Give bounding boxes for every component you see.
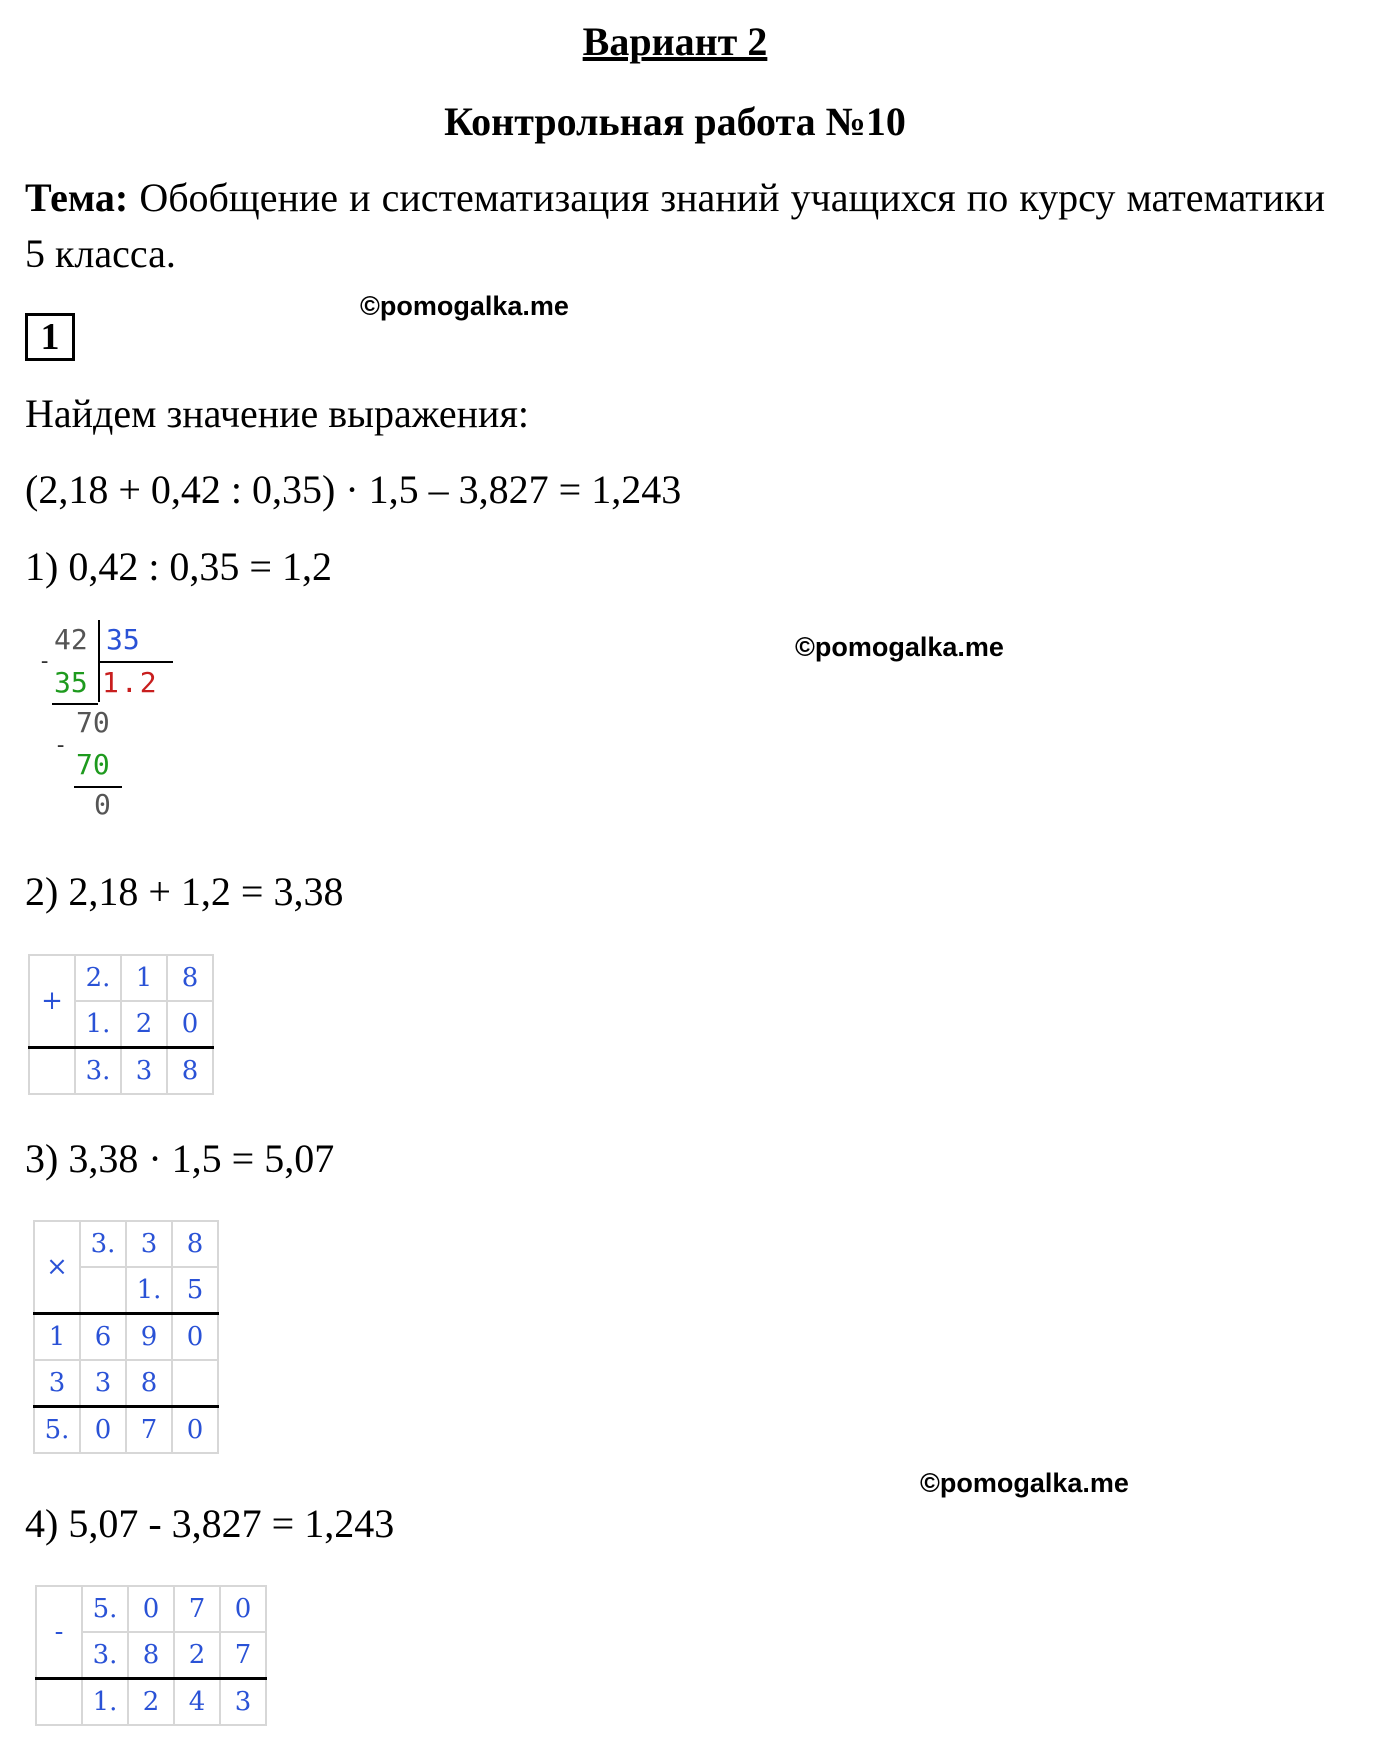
addition-sign: +	[29, 955, 75, 1048]
subtraction-cell: 7	[174, 1586, 220, 1632]
multiplication-result-cell: 0	[80, 1407, 126, 1454]
division-minus-1: -	[38, 649, 52, 674]
subtraction-result-cell: 1.	[82, 1679, 128, 1726]
multiplication-partial-cell	[172, 1360, 218, 1407]
multiplication-cell: 3.	[80, 1221, 126, 1267]
multiplication-partial-cell: 6	[80, 1314, 126, 1361]
step-2: 2) 2,18 + 1,2 = 3,38	[25, 869, 344, 914]
addition-cell: 2.	[75, 955, 121, 1001]
multiplication-partial-cell: 9	[126, 1314, 172, 1361]
division-minus-2: -	[54, 733, 68, 758]
addition-cell: 2	[121, 1001, 167, 1048]
multiplication-result-cell: 0	[172, 1407, 218, 1454]
multiplication-partial-cell: 3	[80, 1360, 126, 1407]
addition-cell: 8	[167, 955, 213, 1001]
subtraction-result-cell: 3	[220, 1679, 266, 1726]
division-remainder-1: 70	[76, 706, 110, 739]
step-1: 1) 0,42 : 0,35 = 1,2	[25, 544, 332, 589]
watermark-3: ©pomogalka.me	[920, 1468, 1129, 1498]
multiplication-partial-cell: 3	[34, 1360, 80, 1407]
subtraction-result-cell: 2	[128, 1679, 174, 1726]
subtraction-table	[35, 1585, 267, 1726]
addition-empty-cell	[29, 1048, 75, 1095]
topic-text: Обобщение и систематизация знаний учащихся по курсу математики 5 класса.	[25, 175, 1325, 276]
addition-table	[28, 954, 214, 1095]
multiplication-result-cell: 7	[126, 1407, 172, 1454]
task-intro: Найдем значение выражения:	[25, 391, 529, 436]
subtraction-cell: 0	[220, 1586, 266, 1632]
multiplication-result-cell: 5.	[34, 1407, 80, 1454]
multiplication-cell: 1.	[126, 1267, 172, 1314]
subtraction-cell: 2	[174, 1632, 220, 1679]
multiplication-partial-cell: 0	[172, 1314, 218, 1361]
division-final-remainder: 0	[94, 788, 111, 821]
subtraction-result-cell: 4	[174, 1679, 220, 1726]
work-title: Контрольная работа №10	[444, 99, 906, 144]
addition-cell: 1	[121, 955, 167, 1001]
watermark-2: ©pomogalka.me	[795, 632, 1004, 662]
addition-result-cell: 3	[121, 1048, 167, 1095]
long-division	[36, 620, 176, 825]
multiplication-cell	[80, 1267, 126, 1314]
multiplication-cell: 3	[126, 1221, 172, 1267]
subtraction-cell: 3.	[82, 1632, 128, 1679]
subtraction-empty-cell	[36, 1679, 82, 1726]
topic-paragraph	[25, 170, 1325, 282]
addition-cell: 1.	[75, 1001, 121, 1048]
addition-cell: 0	[167, 1001, 213, 1048]
subtraction-cell: 5.	[82, 1586, 128, 1632]
watermark-1: ©pomogalka.me	[360, 291, 569, 321]
subtraction-cell: 7	[220, 1632, 266, 1679]
multiplication-partial-cell: 1	[34, 1314, 80, 1361]
division-divisor: 35	[106, 623, 140, 656]
division-quotient: 1.2	[102, 666, 159, 699]
subtraction-cell: 0	[128, 1586, 174, 1632]
step-4: 4) 5,07 - 3,827 = 1,243	[25, 1501, 395, 1546]
step-3: 3) 3,38 · 1,5 = 5,07	[25, 1136, 335, 1181]
multiplication-cell: 8	[172, 1221, 218, 1267]
subtraction-cell: 8	[128, 1632, 174, 1679]
task-expression: (2,18 + 0,42 : 0,35) · 1,5 – 3,827 = 1,243	[25, 467, 682, 512]
division-dividend: 42	[54, 623, 88, 656]
division-subtrahend-2: 70	[76, 748, 110, 781]
topic-label: Тема:	[25, 175, 129, 220]
multiplication-sign: ×	[34, 1221, 80, 1314]
division-subtrahend-1: 35	[54, 666, 88, 699]
multiplication-partial-cell: 8	[126, 1360, 172, 1407]
variant-title: Вариант 2	[582, 19, 768, 64]
multiplication-cell: 5	[172, 1267, 218, 1314]
addition-result-cell: 3.	[75, 1048, 121, 1095]
subtraction-sign: -	[36, 1586, 82, 1679]
multiplication-table	[33, 1220, 219, 1454]
task-number-box: 1	[25, 313, 75, 361]
addition-result-cell: 8	[167, 1048, 213, 1095]
